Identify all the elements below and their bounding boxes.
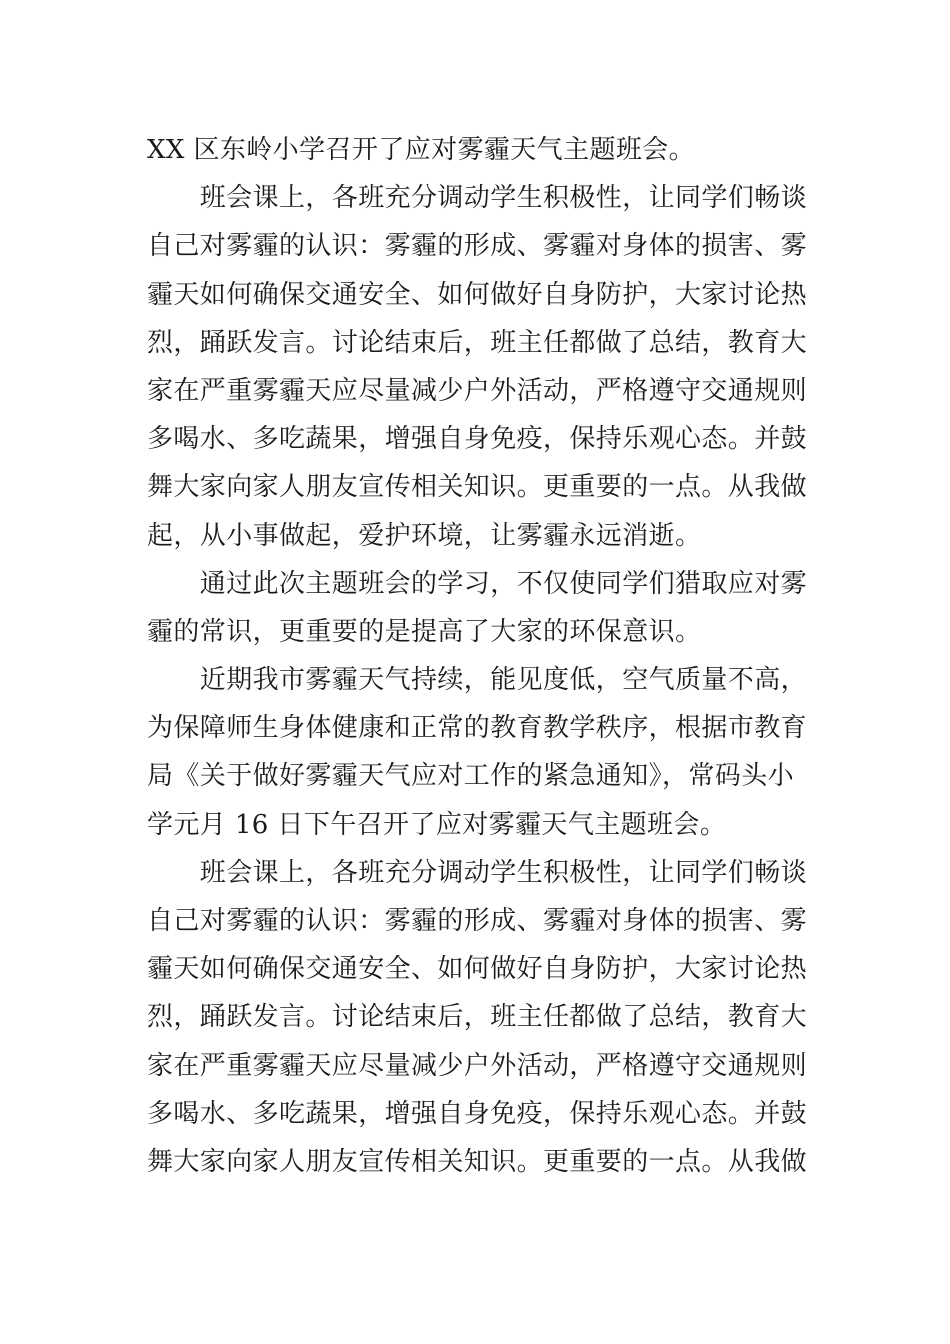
text-line: 自己对雾霾的认识：雾霾的形成、雾霾对身体的损害、雾 — [147, 906, 808, 936]
text-line: 霾天如何确保交通安全、如何做好自身防护，大家讨论热 — [147, 279, 808, 310]
text-line: XX 区东岭小学召开了应对雾霾天气主题班会。 — [147, 135, 696, 165]
text-line: 舞大家向家人朋友宣传相关知识。更重要的一点。从我做 — [147, 472, 808, 503]
text-line: 学元月 16 日下午召开了应对雾霾天气主题班会。 — [147, 809, 727, 840]
text-line: 霾天如何确保交通安全、如何做好自身防护，大家讨论热 — [147, 954, 808, 985]
text-line: 为保障师生身体健康和正常的教育教学秩序，根据市教育 — [147, 713, 808, 744]
text-line: 烈，踊跃发言。讨论结束后，班主任都做了总结，教育大 — [147, 1002, 808, 1033]
text-line: 通过此次主题班会的学习，不仅使同学们猎取应对雾 — [147, 568, 808, 599]
text-line: 多喝水、多吃蔬果，增强自身免疫，保持乐观心态。并鼓 — [147, 1098, 808, 1129]
text-line: 家在严重雾霾天应尽量减少户外活动，严格遵守交通规则 — [147, 1050, 808, 1081]
text-line: 起，从小事做起，爱护环境，让雾霾永远消逝。 — [147, 520, 702, 551]
text-line: 舞大家向家人朋友宣传相关知识。更重要的一点。从我做 — [147, 1146, 808, 1177]
text-line: 自己对雾霾的认识：雾霾的形成、雾霾对身体的损害、雾 — [147, 231, 808, 262]
text-line: 局《关于做好雾霾天气应对工作的紧急通知》，常码头小 — [147, 761, 795, 792]
text-line: 班会课上，各班充分调动学生积极性，让同学们畅谈 — [147, 183, 808, 214]
text-line: 班会课上，各班充分调动学生积极性，让同学们畅谈 — [147, 857, 808, 888]
text-line: 家在严重雾霾天应尽量减少户外活动，严格遵守交通规则 — [147, 375, 808, 406]
text-line: 近期我市雾霾天气持续，能见度低，空气质量不高， — [147, 665, 808, 696]
text-line: 烈，踊跃发言。讨论结束后，班主任都做了总结，教育大 — [147, 327, 808, 358]
text-line: 霾的常识，更重要的是提高了大家的环保意识。 — [147, 616, 702, 647]
text-line: 多喝水、多吃蔬果，增强自身免疫，保持乐观心态。并鼓 — [147, 424, 808, 455]
document-body — [147, 126, 807, 1186]
